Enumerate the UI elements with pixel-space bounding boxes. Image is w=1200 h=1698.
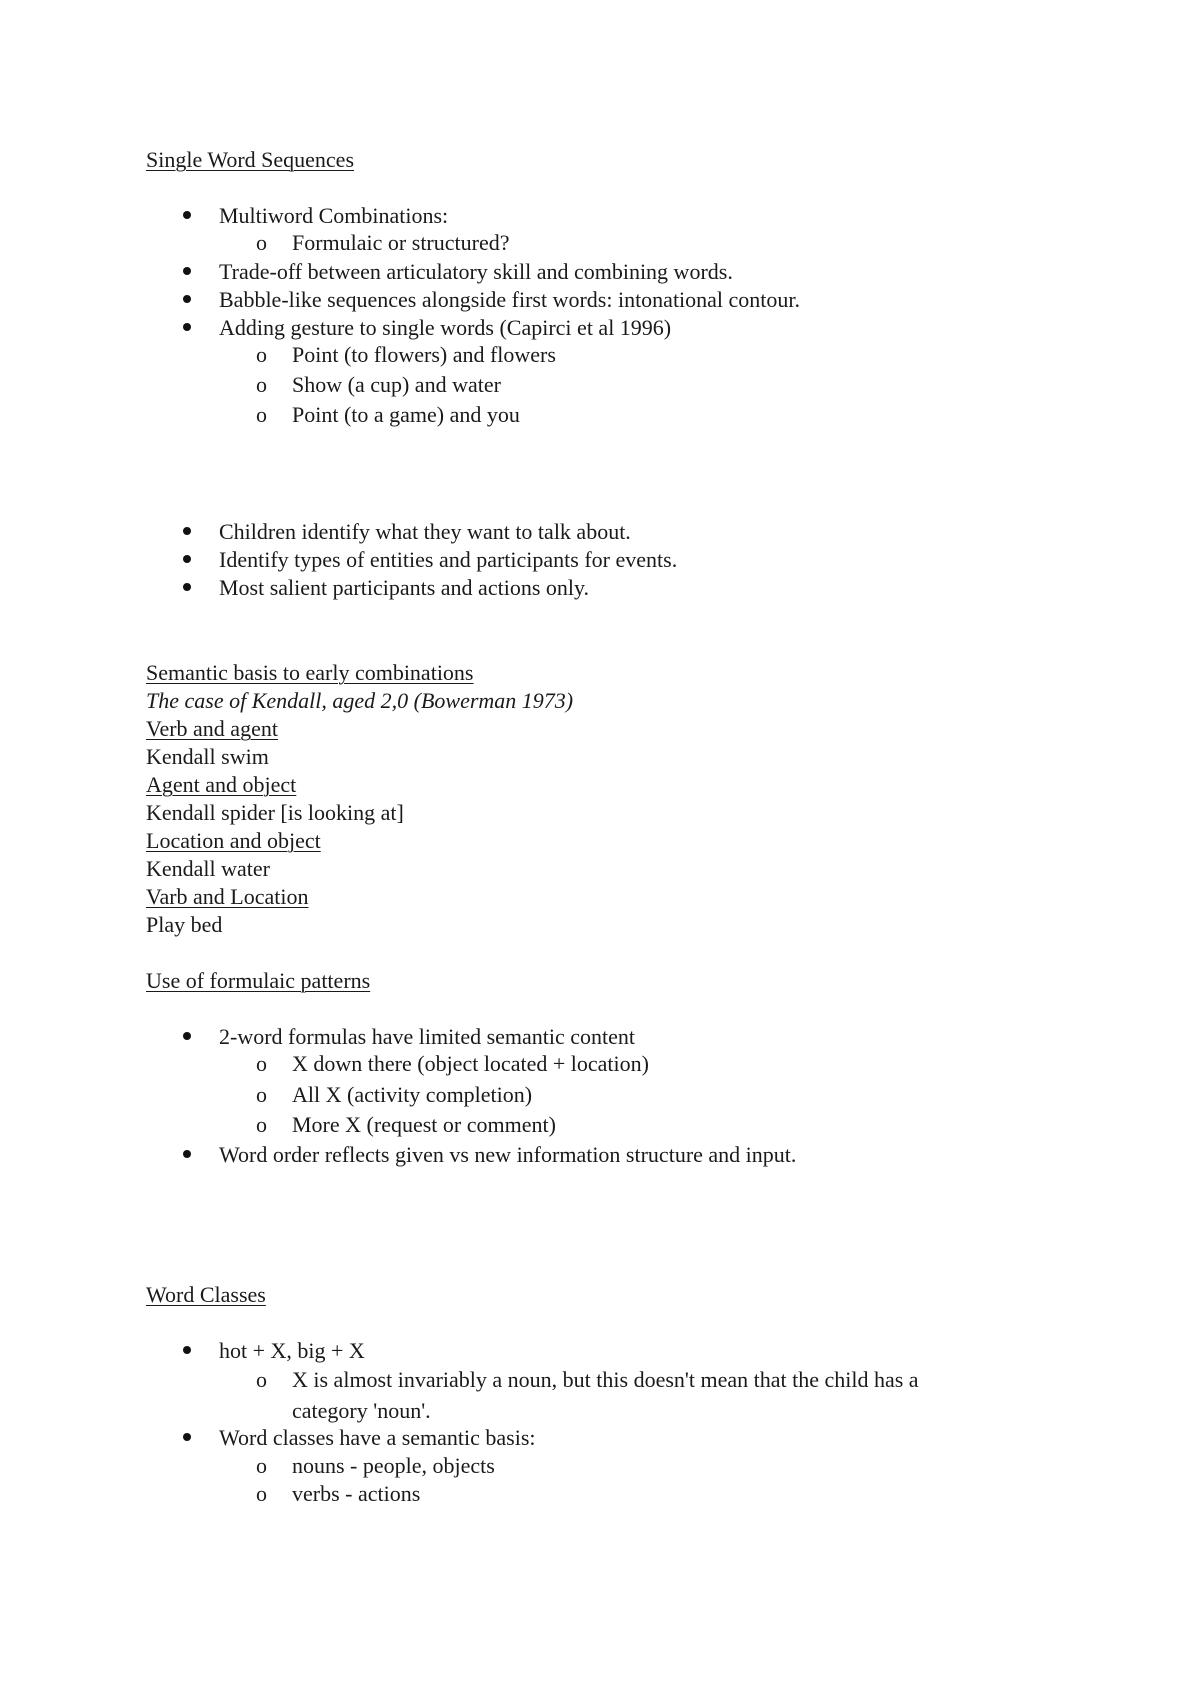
sub-bullet-icon: o — [256, 230, 267, 255]
sub-list-item: More X (request or comment) — [292, 1112, 556, 1137]
sub-list-item: Point (to a game) and you — [292, 402, 520, 427]
pair-label: Verb and agent — [146, 716, 278, 741]
sub-bullet-icon: o — [256, 1082, 267, 1107]
bullet-icon — [183, 1150, 191, 1158]
list-item: Trade-off between articulatory skill and combining words. — [219, 259, 733, 284]
pair-example: Play bed — [146, 912, 223, 937]
bullet-icon — [183, 211, 191, 219]
sub-bullet-icon: o — [256, 1481, 267, 1506]
sub-list-item: All X (activity completion) — [292, 1082, 533, 1107]
case-subtitle: The case of Kendall, aged 2,0 (Bowerman 1973) — [146, 688, 574, 713]
section-heading-semantic-basis: Semantic basis to early combinations — [146, 660, 474, 685]
bullet-icon — [183, 1032, 191, 1040]
bullet-icon — [183, 527, 191, 535]
sub-bullet-icon: o — [256, 1367, 267, 1392]
pair-label: Varb and Location — [146, 884, 309, 909]
bullet-icon — [183, 323, 191, 331]
sub-bullet-icon: o — [256, 402, 267, 427]
sub-list-item: Show (a cup) and water — [292, 372, 501, 397]
sub-list-item: Point (to flowers) and flowers — [292, 342, 556, 367]
sub-list-item: nouns - people, objects — [292, 1453, 495, 1478]
list-item: Identify types of entities and participants for events. — [219, 547, 678, 572]
list-item: Babble-like sequences alongside first words: intonational contour. — [219, 287, 801, 312]
sub-list-item: X down there (object located + location) — [292, 1051, 649, 1076]
list-item: Multiword Combinations: — [219, 203, 449, 228]
pair-example: Kendall water — [146, 856, 270, 881]
sub-bullet-icon: o — [256, 1112, 267, 1137]
section-heading-single-word-sequences: Single Word Sequences — [146, 147, 355, 172]
pair-example: Kendall spider [is looking at] — [146, 800, 404, 825]
section-heading-word-classes: Word Classes — [146, 1282, 266, 1307]
list-item: hot + X, big + X — [219, 1338, 365, 1363]
bullet-icon — [183, 1346, 191, 1354]
bullet-icon — [183, 583, 191, 591]
list-item: Adding gesture to single words (Capirci et al 1996) — [219, 315, 672, 340]
sub-bullet-icon: o — [256, 1453, 267, 1478]
bullet-icon — [183, 267, 191, 275]
list-item: Most salient participants and actions only. — [219, 575, 590, 600]
pair-example: Kendall swim — [146, 744, 269, 769]
sub-list-item: verbs - actions — [292, 1481, 421, 1506]
pair-label: Location and object — [146, 828, 321, 853]
pair-label: Agent and object — [146, 772, 297, 797]
sub-bullet-icon: o — [256, 342, 267, 367]
bullet-icon — [183, 295, 191, 303]
sub-bullet-icon: o — [256, 372, 267, 397]
bullet-icon — [183, 555, 191, 563]
bullet-icon — [183, 1433, 191, 1441]
list-item: Children identify what they want to talk about. — [219, 519, 631, 544]
list-item: Word order reflects given vs new information structure and input. — [219, 1142, 797, 1167]
sub-list-item: Formulaic or structured? — [292, 230, 510, 255]
list-item: 2-word formulas have limited semantic content — [219, 1024, 636, 1049]
section-heading-formulaic-patterns: Use of formulaic patterns — [146, 968, 371, 993]
sub-list-item-continuation: category 'noun'. — [292, 1398, 431, 1423]
sub-list-item: X is almost invariably a noun, but this doesn't mean that the child has a — [292, 1367, 919, 1392]
sub-bullet-icon: o — [256, 1051, 267, 1076]
list-item: Word classes have a semantic basis: — [219, 1425, 536, 1450]
